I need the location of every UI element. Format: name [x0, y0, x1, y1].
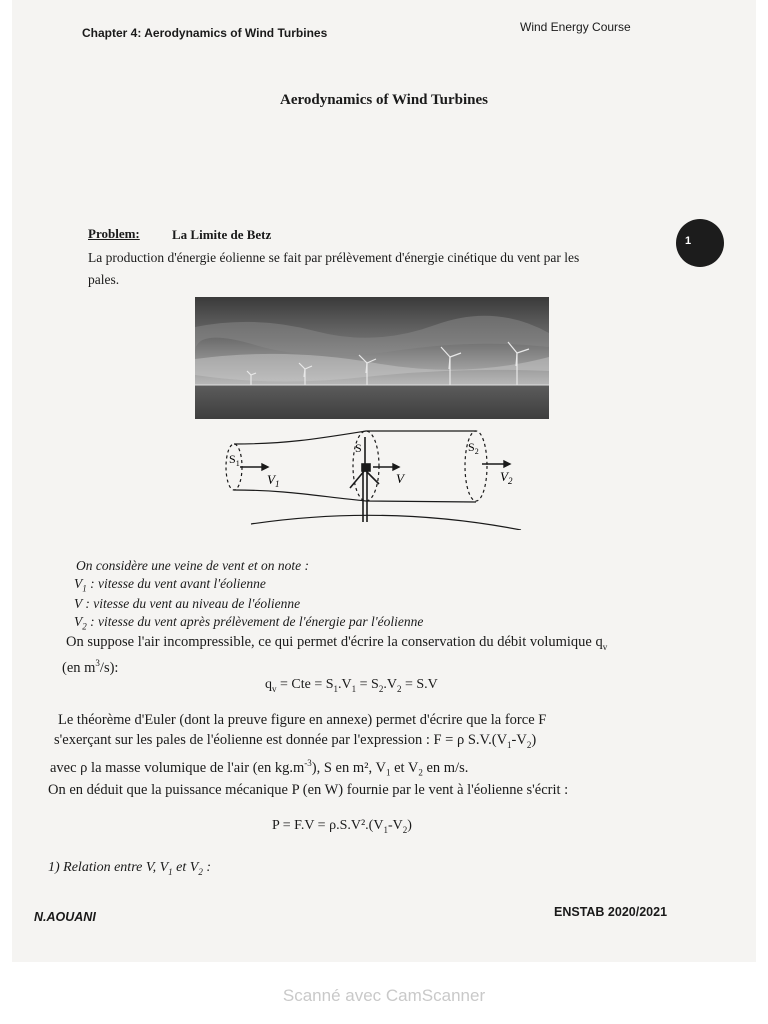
wind-farm-photo	[195, 297, 549, 419]
label-s1: $S_1$	[229, 452, 240, 468]
intro-line-2: pales.	[88, 272, 120, 287]
ground-line	[251, 515, 521, 530]
v1-arrowhead	[262, 464, 268, 470]
label-s: S	[355, 441, 362, 455]
footer-author: N.AOUANI	[34, 910, 96, 924]
power-equation: $P = F.V = \rho.S.V^2.(V_1-V_2)$	[272, 818, 412, 835]
label-v1: $V_1$	[267, 472, 280, 489]
stream-tube-lower-edge	[234, 490, 476, 502]
flow-conservation-equation: $q_v$ = Cte = $S_1.V_1 = S_2.V_2 = S.V$	[265, 677, 438, 694]
definition-v2: $V_2$ : vitesse du vent après prélèvement de l'énergie par l'éolienne	[74, 614, 424, 632]
label-v: V	[396, 471, 404, 486]
scanner-watermark: Scanné avec CamScanner	[282, 986, 486, 1005]
incompressible-text: On suppose l'air incompressible, ce qui permet d'écrire la conservation du débit volumique $q_v$	[66, 634, 608, 652]
v2-arrowhead	[504, 461, 510, 467]
intro-line-1: La production d'énergie éolienne se fait par prélèvement d'énergie cinétique du vent par les	[88, 250, 580, 265]
problem-label: Problem:	[88, 226, 140, 241]
flow-unit: (en $m^3/s$):	[62, 658, 119, 676]
stream-tube-diagram	[216, 422, 536, 530]
document-page	[12, 0, 756, 962]
euler-line-2: s'exerçant sur les pales de l'éolienne est donnée par l'expression : F = ρ $S.V.(V_1-V_2)$	[54, 732, 537, 750]
v-arrowhead	[393, 464, 399, 470]
page-title: Aerodynamics of Wind Turbines	[280, 92, 488, 108]
course-header: Wind Energy Course	[520, 20, 631, 34]
question-1: 1) Relation entre V, $V_1$ et $V_2$ :	[48, 860, 211, 877]
chapter-header: Chapter 4: Aerodynamics of Wind Turbines	[82, 26, 328, 40]
density-text: avec ρ la masse volumique de l'air (en $kg.m^{-3}$), S en m², $V_1$ et $V_2$ en m/s.	[50, 758, 469, 778]
definitions-intro: On considère une veine de vent et on note :	[76, 558, 310, 573]
euler-line-1: Le théorème d'Euler (dont la preuve figure en annexe) permet d'écrire que la force F	[58, 712, 547, 728]
definition-v: V : vitesse du vent au niveau de l'éolienne	[74, 596, 301, 611]
label-s2: $S_2$	[468, 440, 479, 456]
footer-school: ENSTAB 2020/2021	[554, 905, 668, 919]
page-number-badge: 1	[676, 219, 724, 267]
problem-title: La Limite de Betz	[172, 227, 272, 242]
label-v2: $V_2$	[500, 469, 513, 486]
power-text: On en déduit que la puissance mécanique P (en W) fournie par le vent à l'éolienne s'écrit :	[48, 782, 569, 798]
definition-v1: $V_1$ : vitesse du vent avant l'éolienne	[74, 576, 266, 594]
